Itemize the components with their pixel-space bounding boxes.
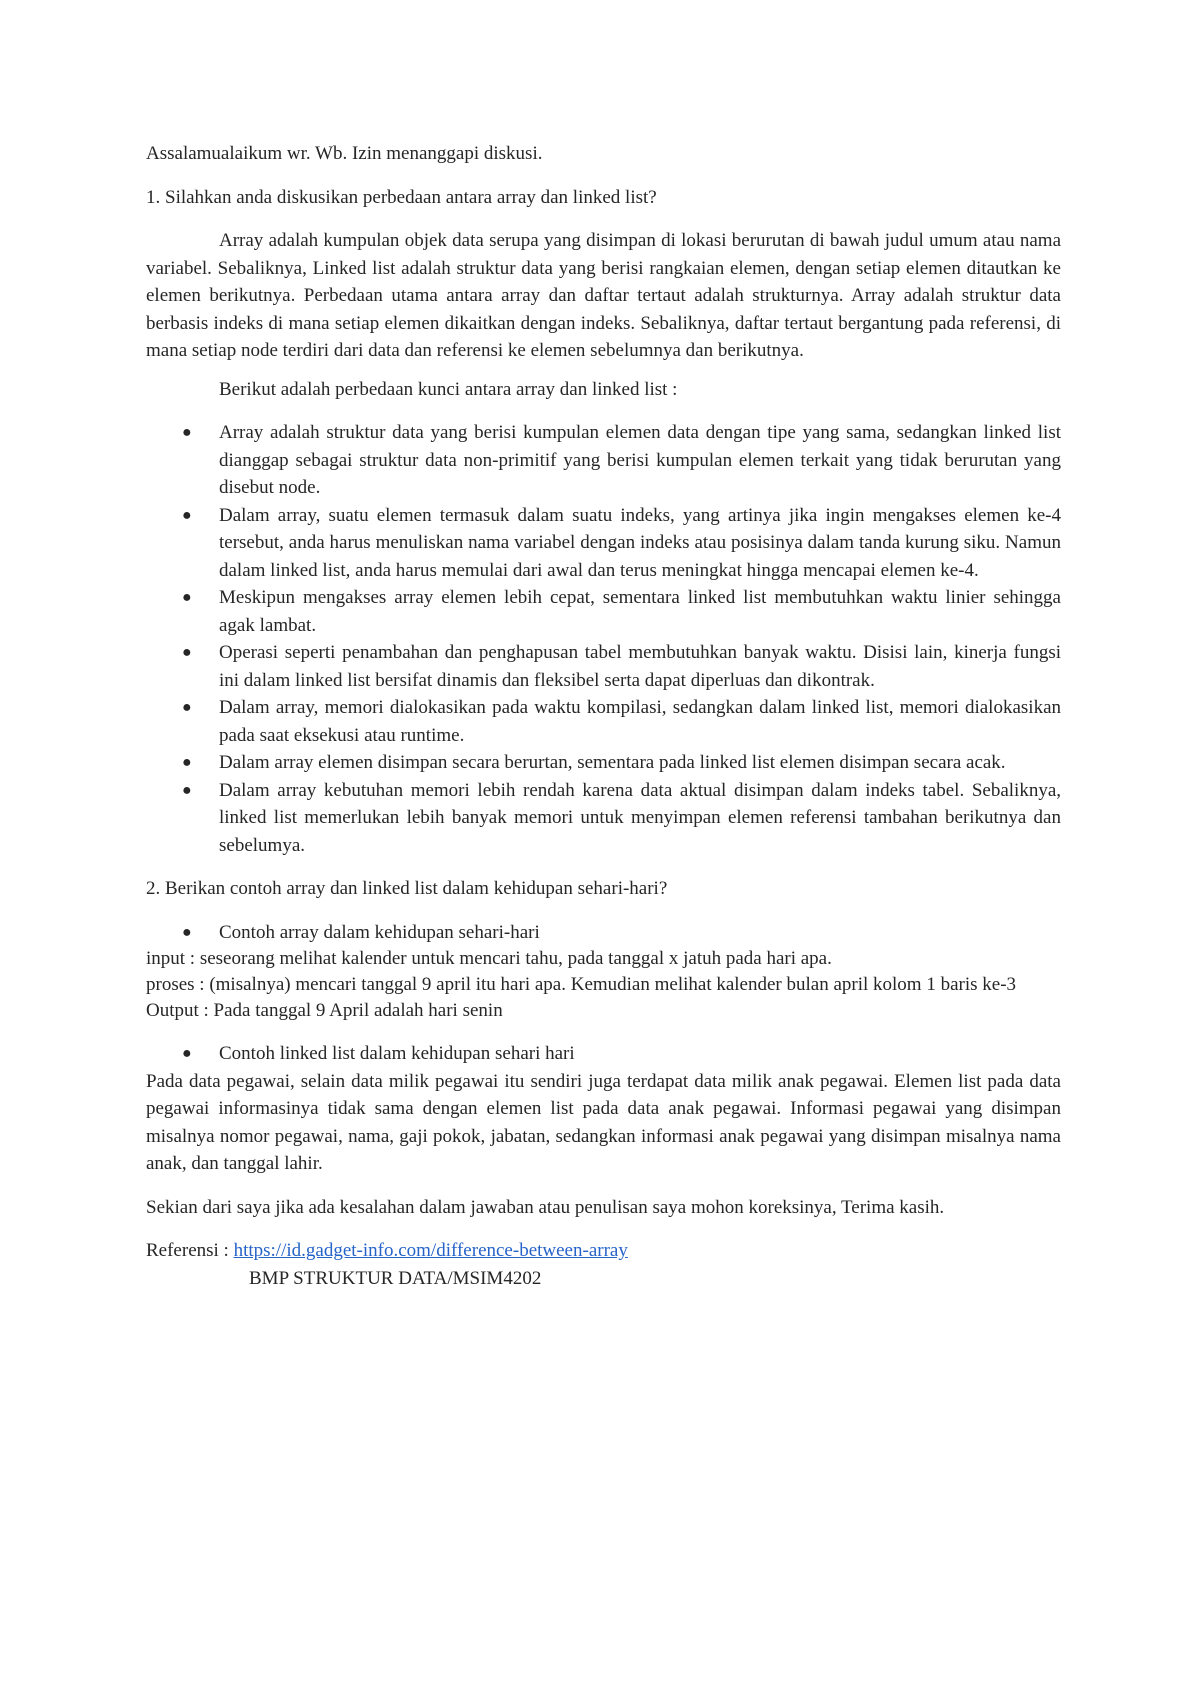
list-item-text: Meskipun mengakses array elemen lebih cepat, sementara linked list membutuhkan waktu linier sehingga agak lambat. <box>219 587 1061 636</box>
array-example-body <box>146 946 1061 1024</box>
array-example-process: proses : (misalnya) mencari tanggal 9 april itu hari apa. Kemudian melihat kalender bulan april kolom 1 baris ke-3 <box>146 974 1017 995</box>
list-item <box>146 749 1061 777</box>
reference-link[interactable]: https://id.gadget-info.com/difference-between-array <box>233 1240 628 1261</box>
list-item <box>146 584 1061 639</box>
bullet-icon: ● <box>182 781 192 799</box>
array-example-list <box>146 919 1061 947</box>
list-item <box>146 419 1061 502</box>
question-2: 2. Berikan contoh array dan linked list dalam kehidupan sehari-hari? <box>146 878 668 899</box>
linked-list-example-heading: Contoh linked list dalam kehidupan sehari hari <box>219 1043 575 1064</box>
linked-list-example-paragraph: Pada data pegawai, selain data milik pegawai itu sendiri juga terdapat data milik anak pegawai. Elemen list pada data pegawai informasinya tidak sama dengan elemen list pada data anak pegawai. Informasi pegawai yang disimpan misalnya nomor pegawai, nama, gaji pokok, jabatan, sedangkan informasi anak pegawai yang disimpan misalnya nama anak, dan tanggal lahir. <box>146 1070 1061 1174</box>
bullet-icon: ● <box>182 1045 192 1062</box>
list-item <box>146 1040 1061 1068</box>
array-example-output: Output : Pada tanggal 9 April adalah hari senin <box>146 1000 503 1021</box>
list-item <box>146 694 1061 749</box>
references-label: Referensi : <box>146 1240 234 1261</box>
linked-list-example-list <box>146 1040 1061 1068</box>
list-item-text: Dalam array, memori dialokasikan pada waktu kompilasi, sedangkan dalam linked list, memori dialokasikan pada saat eksekusi atau runtime. <box>219 697 1061 746</box>
bullet-icon: ● <box>182 644 192 661</box>
bullet-icon: ● <box>182 923 192 941</box>
reference-second: BMP STRUKTUR DATA/MSIM4202 <box>249 1267 542 1289</box>
array-example-input: input : seseorang melihat kalender untuk mencari tahu, pada tanggal x jatuh pada hari apa. <box>146 948 832 969</box>
question-1: 1. Silahkan anda diskusikan perbedaan antara array dan linked list? <box>146 186 657 208</box>
list-item <box>146 919 1061 947</box>
references-line <box>146 1237 1061 1265</box>
list-item-text: Dalam array elemen disimpan secara berurtan, sementara pada linked list elemen disimpan secara acak. <box>219 752 1006 773</box>
bullet-icon: ● <box>182 424 192 441</box>
greeting: Assalamualaikum wr. Wb. Izin menanggapi diskusi. <box>146 143 543 164</box>
bullet-icon: ● <box>182 699 192 716</box>
list-item <box>146 502 1061 585</box>
list-item-text: Array adalah struktur data yang berisi kumpulan elemen data dengan tipe yang sama, sedangkan linked list dianggap sebagai struktur data non-primitif yang berisi kumpulan elemen terkait yang tidak berurutan yang disebut node. <box>219 422 1061 498</box>
list-item-text: Dalam array, suatu elemen termasuk dalam suatu indeks, yang artinya jika ingin mengakses elemen ke-4 tersebut, anda harus menuliskan nama variabel dengan indeks atau posisinya dalam tanda kurung siku. Namun dalam linked list, anda harus memulai dari awal dan terus meningkat hingga mencapai elemen ke-4. <box>219 504 1061 581</box>
list-item <box>146 777 1061 860</box>
bullet-icon: ● <box>182 506 192 524</box>
q1-paragraph: Array adalah kumpulan objek data serupa yang disimpan di lokasi berurutan di bawah judul umum atau nama variabel. Sebaliknya, Linked list adalah struktur data yang berisi rangkaian elemen, dengan setiap elemen ditautkan ke elemen berikutnya. Perbedaan utama antara array dan daftar tertaut adalah strukturnya. Array adalah struktur data berbasis indeks di mana setiap elemen dikaitkan dengan indeks. Sebaliknya, daftar tertaut bergantung pada referensi, di mana setiap node terdiri dari data dan referensi ke elemen sebelumnya dan berikutnya. <box>146 230 1061 361</box>
array-example-heading: Contoh array dalam kehidupan sehari-hari <box>219 921 540 943</box>
closing-paragraph: Sekian dari saya jika ada kesalahan dalam jawaban atau penulisan saya mohon koreksinya, Terima kasih. <box>146 1196 945 1218</box>
list-item <box>146 639 1061 694</box>
document-page <box>146 140 1061 1292</box>
list-item-text: Dalam array kebutuhan memori lebih rendah karena data aktual disimpan dalam indeks tabel. Sebaliknya, linked list memerlukan lebih banyak memori untuk menyimpan elemen referensi tambahan berikutnya dan sebelumya. <box>219 779 1061 856</box>
bullet-icon: ● <box>182 589 192 606</box>
list-item-text: Operasi seperti penambahan dan penghapusan tabel membutuhkan banyak waktu. Disisi lain, kinerja fungsi ini dalam linked list bersifat dinamis dan fleksibel serta dapat diperluas dan dikontrak. <box>219 642 1061 691</box>
q1-intro: Berikut adalah perbedaan kunci antara array dan linked list : <box>219 378 678 400</box>
bullet-icon: ● <box>182 754 192 771</box>
difference-list <box>146 419 1061 859</box>
